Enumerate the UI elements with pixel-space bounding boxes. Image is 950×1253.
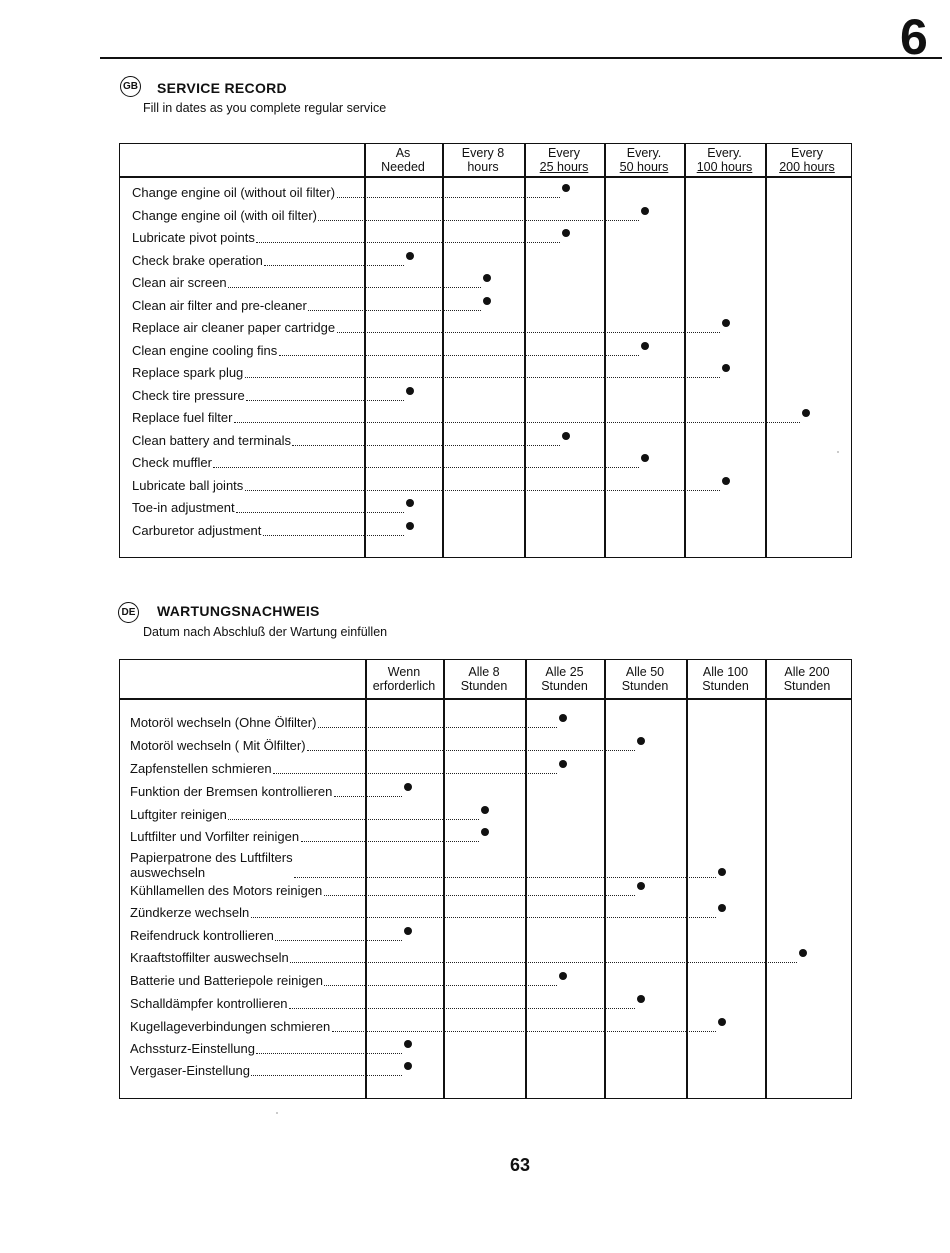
dot-leader bbox=[228, 287, 481, 288]
column-header-line1: Alle 50 bbox=[625, 665, 665, 679]
task-label: Schalldämpfer kontrollieren bbox=[130, 996, 288, 1011]
de-section-title: WARTUNGSNACHWEIS bbox=[157, 603, 320, 619]
task-label: Replace air cleaner paper cartridge bbox=[132, 320, 336, 335]
table-row bbox=[132, 317, 851, 337]
interval-marker bbox=[718, 904, 726, 912]
column-header-line2: Stunden bbox=[541, 679, 588, 693]
dot-leader bbox=[308, 310, 481, 311]
interval-marker bbox=[641, 454, 649, 462]
dot-leader bbox=[318, 727, 557, 728]
column-header-line1: Every bbox=[548, 146, 580, 160]
interval-marker bbox=[559, 972, 567, 980]
column-header-line1: Alle 8 bbox=[468, 665, 500, 679]
task-label: Zapfenstellen schmieren bbox=[130, 761, 272, 776]
column-header-line2: 100 hours bbox=[696, 160, 753, 174]
task-label: Check tire pressure bbox=[132, 387, 245, 403]
dot-leader bbox=[290, 962, 797, 963]
column-header bbox=[765, 145, 849, 175]
column-header bbox=[365, 661, 443, 697]
column-header-line2: Stunden bbox=[783, 679, 831, 693]
header-divider bbox=[120, 176, 851, 178]
interval-marker bbox=[562, 432, 570, 440]
task-label: Kraaftstoffilter auswechseln bbox=[130, 950, 289, 965]
column-header-line1: Alle 25 bbox=[545, 665, 584, 679]
task-label: Carburetor adjustment bbox=[132, 522, 262, 538]
column-header-line1: As bbox=[395, 146, 411, 160]
column-header-line2: Needed bbox=[381, 160, 425, 174]
task-label: Achssturz-Einstellung bbox=[130, 1041, 255, 1056]
de-language-icon: DE bbox=[118, 602, 139, 623]
dot-leader bbox=[251, 917, 716, 918]
table-row bbox=[130, 850, 851, 882]
column-header-line1: Every 8 bbox=[461, 146, 505, 160]
dot-leader bbox=[292, 445, 560, 446]
interval-marker bbox=[562, 229, 570, 237]
interval-marker bbox=[404, 927, 412, 935]
dot-leader bbox=[256, 242, 560, 243]
column-header-line2: hours bbox=[467, 160, 499, 174]
dot-leader bbox=[337, 332, 720, 333]
table-row bbox=[130, 1016, 851, 1036]
dot-leader bbox=[294, 877, 716, 878]
column-header-line1: Every. bbox=[707, 146, 742, 160]
column-header bbox=[604, 661, 686, 697]
column-header-line2: 200 hours bbox=[779, 160, 835, 174]
column-header-line1: Every bbox=[791, 146, 823, 160]
task-label bbox=[130, 850, 293, 880]
interval-marker bbox=[722, 364, 730, 372]
table-row bbox=[132, 250, 851, 270]
table-row bbox=[132, 205, 851, 225]
dot-leader bbox=[234, 422, 800, 423]
table-row bbox=[130, 804, 851, 824]
table-row bbox=[132, 295, 851, 315]
table-row bbox=[130, 970, 851, 990]
dot-leader bbox=[324, 895, 635, 896]
column-header-line1: Alle 100 bbox=[702, 665, 749, 679]
task-label: Luftfilter und Vorfilter reinigen bbox=[130, 829, 300, 844]
column-header bbox=[442, 145, 524, 175]
column-header bbox=[604, 145, 684, 175]
de-service-table bbox=[119, 659, 852, 1099]
task-label: Replace spark plug bbox=[132, 365, 244, 380]
column-header-line2: 50 hours bbox=[619, 160, 669, 174]
interval-marker bbox=[718, 1018, 726, 1026]
column-header bbox=[765, 661, 849, 697]
column-header-line2: Stunden bbox=[621, 679, 669, 693]
interval-marker bbox=[637, 882, 645, 890]
task-label: Clean air filter and pre-cleaner bbox=[132, 297, 307, 313]
column-header bbox=[364, 145, 442, 175]
column-header bbox=[525, 661, 604, 697]
table-row bbox=[132, 362, 851, 382]
task-label-line2: auswechseln bbox=[130, 865, 206, 880]
top-rule bbox=[100, 57, 942, 59]
task-label: Lubricate pivot points bbox=[132, 230, 255, 245]
table-row bbox=[132, 227, 851, 247]
scan-speck bbox=[837, 451, 839, 453]
gb-section-title: SERVICE RECORD bbox=[157, 80, 287, 96]
interval-marker bbox=[406, 499, 414, 507]
column-header-line2: Stunden bbox=[702, 679, 749, 693]
interval-marker bbox=[404, 783, 412, 791]
dot-leader bbox=[337, 197, 560, 198]
table-row bbox=[130, 735, 851, 755]
task-label: Vergaser-Einstellung bbox=[130, 1063, 250, 1078]
dot-leader bbox=[213, 467, 639, 468]
gb-section-subtitle: Fill in dates as you complete regular service bbox=[143, 101, 387, 115]
dot-leader bbox=[264, 265, 404, 266]
interval-marker bbox=[559, 714, 567, 722]
table-row bbox=[132, 497, 851, 517]
dot-leader bbox=[289, 1008, 635, 1009]
table-row bbox=[130, 758, 851, 778]
table-row bbox=[130, 1060, 851, 1080]
table-row bbox=[132, 272, 851, 292]
column-header-line2: erforderlich bbox=[372, 679, 436, 693]
table-row bbox=[132, 385, 851, 405]
column-header bbox=[524, 145, 604, 175]
dot-leader bbox=[279, 355, 639, 356]
dot-leader bbox=[251, 1075, 402, 1076]
task-label: Zündkerze wechseln bbox=[130, 905, 250, 920]
dot-leader bbox=[246, 400, 404, 401]
column-header bbox=[684, 145, 765, 175]
table-row bbox=[130, 902, 851, 922]
dot-leader bbox=[245, 377, 720, 378]
interval-marker bbox=[637, 737, 645, 745]
scan-speck bbox=[276, 1112, 278, 1114]
dot-leader bbox=[256, 1053, 402, 1054]
interval-marker bbox=[404, 1062, 412, 1070]
interval-marker bbox=[481, 828, 489, 836]
task-label: Clean engine cooling fins bbox=[132, 342, 278, 358]
interval-marker bbox=[799, 949, 807, 957]
interval-marker bbox=[404, 1040, 412, 1048]
interval-marker bbox=[641, 207, 649, 215]
table-row bbox=[130, 826, 851, 846]
dot-leader bbox=[273, 773, 557, 774]
table-row bbox=[132, 340, 851, 360]
interval-marker bbox=[559, 760, 567, 768]
interval-marker bbox=[637, 995, 645, 1003]
interval-marker bbox=[481, 806, 489, 814]
column-header-line1: Every. bbox=[626, 146, 662, 160]
chapter-number: 6 bbox=[900, 9, 927, 65]
table-row bbox=[130, 781, 851, 801]
task-label: Luftgiter reinigen bbox=[130, 807, 227, 822]
column-header bbox=[686, 661, 765, 697]
interval-marker bbox=[802, 409, 810, 417]
task-label: Replace fuel filter bbox=[132, 410, 233, 425]
dot-leader bbox=[228, 819, 479, 820]
task-label: Kugellageverbindungen schmieren bbox=[130, 1019, 331, 1034]
interval-marker bbox=[562, 184, 570, 192]
dot-leader bbox=[245, 490, 720, 491]
task-label: Kühllamellen des Motors reinigen bbox=[130, 883, 323, 898]
dot-leader bbox=[334, 796, 402, 797]
table-row bbox=[132, 430, 851, 450]
table-row bbox=[132, 182, 851, 202]
table-row bbox=[130, 925, 851, 945]
column-header-line2: 25 hours bbox=[539, 160, 589, 174]
table-row bbox=[132, 407, 851, 427]
interval-marker bbox=[641, 342, 649, 350]
dot-leader bbox=[324, 985, 557, 986]
dot-leader bbox=[318, 220, 639, 221]
dot-leader bbox=[301, 841, 479, 842]
de-section-subtitle: Datum nach Abschluß der Wartung einfüllen bbox=[143, 625, 388, 639]
table-row bbox=[130, 1038, 851, 1058]
interval-marker bbox=[722, 319, 730, 327]
table-row bbox=[132, 475, 851, 495]
column-header-line1: Wenn bbox=[387, 665, 421, 679]
task-label: Check muffler bbox=[132, 455, 212, 470]
interval-marker bbox=[406, 522, 414, 530]
task-label: Motoröl wechseln (Ohne Ölfilter) bbox=[130, 715, 317, 730]
task-label: Toe-in adjustment bbox=[132, 500, 235, 515]
table-row bbox=[132, 520, 851, 540]
dot-leader bbox=[332, 1031, 716, 1032]
table-row bbox=[130, 880, 851, 900]
task-label: Clean battery and terminals bbox=[132, 432, 291, 448]
task-label: Funktion der Bremsen kontrollieren bbox=[130, 784, 333, 799]
column-header-line2: Stunden bbox=[460, 679, 508, 693]
dot-leader bbox=[236, 512, 404, 513]
task-label-line1: Papierpatrone des Luftfilters bbox=[130, 850, 293, 865]
task-label: Batterie und Batteriepole reinigen bbox=[130, 973, 323, 988]
page-number: 63 bbox=[510, 1155, 531, 1175]
task-label: Change engine oil (without oil filter) bbox=[132, 185, 336, 200]
header-divider bbox=[120, 698, 851, 700]
task-label: Motoröl wechseln ( Mit Ölfilter) bbox=[130, 738, 306, 753]
column-header bbox=[443, 661, 525, 697]
task-label: Change engine oil (with oil filter) bbox=[132, 207, 317, 223]
table-row bbox=[130, 993, 851, 1013]
task-label: Check brake operation bbox=[132, 252, 263, 268]
table-row bbox=[132, 452, 851, 472]
dot-leader bbox=[263, 535, 404, 536]
interval-marker bbox=[722, 477, 730, 485]
table-row bbox=[130, 947, 851, 967]
interval-marker bbox=[406, 387, 414, 395]
interval-marker bbox=[718, 868, 726, 876]
gb-language-icon: GB bbox=[120, 76, 141, 97]
task-label: Reifendruck kontrollieren bbox=[130, 928, 274, 943]
interval-marker bbox=[483, 274, 491, 282]
table-row bbox=[130, 712, 851, 732]
column-header-line1: Alle 200 bbox=[784, 665, 830, 679]
task-label: Clean air screen bbox=[132, 275, 227, 290]
task-label: Lubricate ball joints bbox=[132, 477, 244, 493]
interval-marker bbox=[483, 297, 491, 305]
gb-service-table bbox=[119, 143, 852, 558]
dot-leader bbox=[307, 750, 635, 751]
dot-leader bbox=[275, 940, 402, 941]
interval-marker bbox=[406, 252, 414, 260]
